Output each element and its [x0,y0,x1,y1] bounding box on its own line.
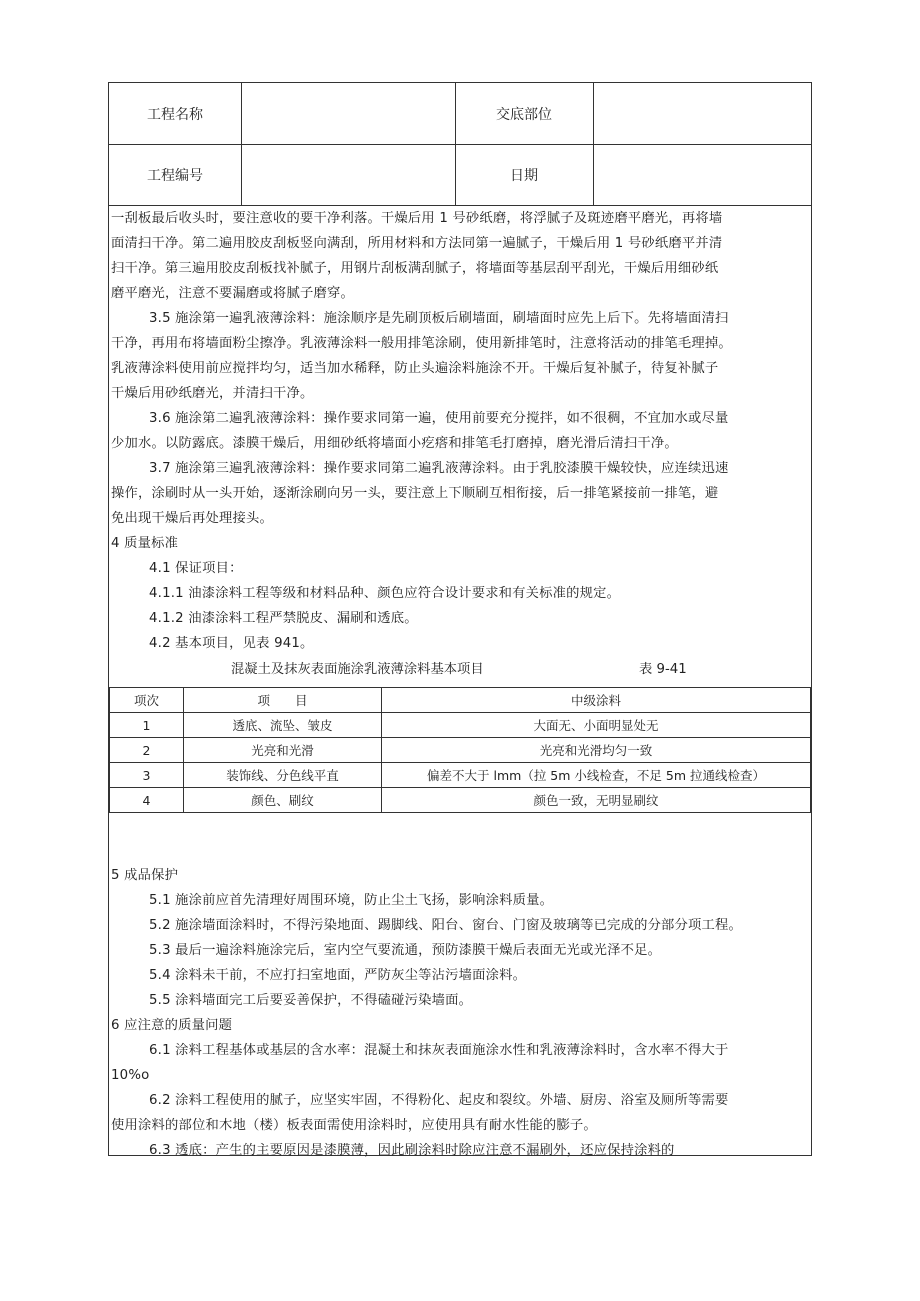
table-header: 中级涂料 [382,688,811,713]
paragraph-line: 3.6 施涂第二遍乳液薄涂料：操作要求同第一遍，使用前要充分搅拌，如不很稠，不宜加水或尽量 [149,411,729,426]
table-row [110,788,811,813]
table-cell: 颜色一致，无明显刷纹 [382,788,811,813]
paragraph-line: 6.1 涂料工程基体或基层的含水率：混凝土和抹灰表面施涂水性和乳液薄涂料时，含水率不得大于 [149,1043,729,1058]
paragraph-line: 使用涂料的部位和木地（楼）板表面需使用涂料时，应使用具有耐水性能的膨子。 [111,1118,597,1133]
table-header: 项 目 [184,688,382,713]
document-frame [108,82,812,1156]
section-value [593,83,811,144]
header-row-1 [109,83,811,145]
table-cell: 4 [110,788,184,813]
paragraph-line: 5.1 施涂前应首先清理好周围环境，防止尘土飞扬，影响涂料质量。 [149,893,554,908]
section-label: 交底部位 [496,106,552,123]
table-header: 项次 [110,688,184,713]
table-cell: 透底、流坠、皱皮 [184,713,382,738]
paragraph-line: 5.5 涂料墙面完工后要妥善保护，不得磕碰污染墙面。 [149,993,473,1008]
table-row [110,763,811,788]
paragraph-line: 少加水。以防露底。漆膜干燥后，用细砂纸将墙面小疙瘩和排笔毛打磨掉，磨光滑后清扫干净。 [111,436,678,451]
table-cell: 1 [110,713,184,738]
header-divider [455,83,456,206]
paragraph-line: 扫干净。第三遍用胶皮刮板找补腻子，用钢片刮板满刮腻子，将墙面等基层刮平刮光，干燥后用细砂纸 [111,261,719,276]
table-cell: 3 [110,763,184,788]
paragraph-line: 3.5 施涂第一遍乳液薄涂料：施涂顺序是先刷顶板后刷墙面，刷墙面时应先上后下。先将墙面清扫 [149,311,729,326]
project-no-value [241,145,455,205]
paragraph-line: 3.7 施涂第三遍乳液薄涂料：操作要求同第二遍乳液薄涂料。由于乳胶漆膜干燥较快，应连续迅速 [149,461,729,476]
project-name-label: 工程名称 [147,106,203,123]
project-no-label: 工程编号 [147,168,203,184]
paragraph-line: 干净，再用布将墙面粉尘擦净。乳液薄涂料一般用排笔涂刷，使用新排笔时，注意将活动的排笔毛理掉。 [111,336,732,351]
section-heading: 4 质量标准 [111,536,179,551]
paragraph-line: 5.2 施涂墙面涂料时，不得污染地面、踢脚线、阳台、窗台、门窗及玻璃等已完成的分部分项工程。 [149,918,743,933]
table-cell: 大面无、小面明显处无 [382,713,811,738]
paragraph-line: 干燥后用砂纸磨光，并清扫干净。 [111,386,314,401]
paragraph-line: 4.1.1 油漆涂料工程等级和材料品种、颜色应符合设计要求和有关标准的规定。 [149,586,621,601]
paragraph-line: 一刮板最后收头时，要注意收的要干净利落。干燥后用 1 号砂纸磨，将浮腻子及斑迹磨平磨光，再将墙 [111,211,723,226]
table-row [110,713,811,738]
header-row-2 [109,145,811,206]
paragraph-line: 10%o [111,1068,150,1083]
date-label: 日期 [510,168,538,184]
paragraph-line: 4.2 基本项目，见表 941。 [149,636,314,651]
paragraph-line: 免出现干燥后再处理接头。 [111,511,273,526]
paragraph-line: 乳液薄涂料使用前应搅拌均匀，适当加水稀释，防止头遍涂料施涂不开。干燥后复补腻子，待复补腻子 [111,361,719,376]
project-name-value [241,83,455,144]
paragraph-line: 4.1 保证项目： [149,561,243,576]
paragraph-line: 5.3 最后一遍涂料施涂完后，室内空气要流通，预防漆膜干燥后表面无光或光泽不足。 [149,943,662,958]
table-cell: 2 [110,738,184,763]
paragraph-line: 面清扫干净。第二遍用胶皮刮板竖向满刮，所用材料和方法同第一遍腻子，干燥后用 1 号砂纸磨平并清 [111,236,723,251]
table-cell: 光亮和光滑均匀一致 [382,738,811,763]
table-row [110,738,811,763]
table-header-row [110,688,811,713]
table-caption: 混凝土及抹灰表面施涂乳液薄涂料基本项目 [231,662,484,677]
table-cell: 颜色、刷纹 [184,788,382,813]
header-divider [241,83,242,206]
section-heading: 6 应注意的质量问题 [111,1018,233,1033]
table-number: 表 9-41 [639,662,687,677]
table-cell: 光亮和光滑 [184,738,382,763]
paragraph-line: 5.4 涂料未干前，不应打扫室地面，严防灰尘等沾污墙面涂料。 [149,968,527,983]
header-divider [593,83,594,206]
date-value [593,145,811,205]
quality-table [109,687,811,813]
table-cell: 偏差不大于 lmm（拉 5m 小线检查，不足 5m 拉通线检查） [382,763,811,788]
paragraph-line: 磨平磨光，注意不要漏磨或将腻子磨穿。 [111,286,354,301]
paragraph-line: 4.1.2 油漆涂料工程严禁脱皮、漏刷和透底。 [149,611,418,626]
section-heading: 5 成品保护 [111,868,179,883]
paragraph-line: 6.2 涂料工程使用的腻子，应坚实牢固，不得粉化、起皮和裂纹。外墙、厨房、浴室及厕所等需要 [149,1093,729,1108]
paragraph-line: 6.3 透底：产生的主要原因是漆膜薄，因此刷涂料时除应注意不漏刷外，还应保持涂料的 [149,1143,675,1158]
paragraph-line: 操作，涂刷时从一头开始，逐渐涂刷向另一头，要注意上下顺刷互相衔接，后一排笔紧接前一排笔，避 [111,486,719,501]
table-cell: 装饰线、分色线平直 [184,763,382,788]
